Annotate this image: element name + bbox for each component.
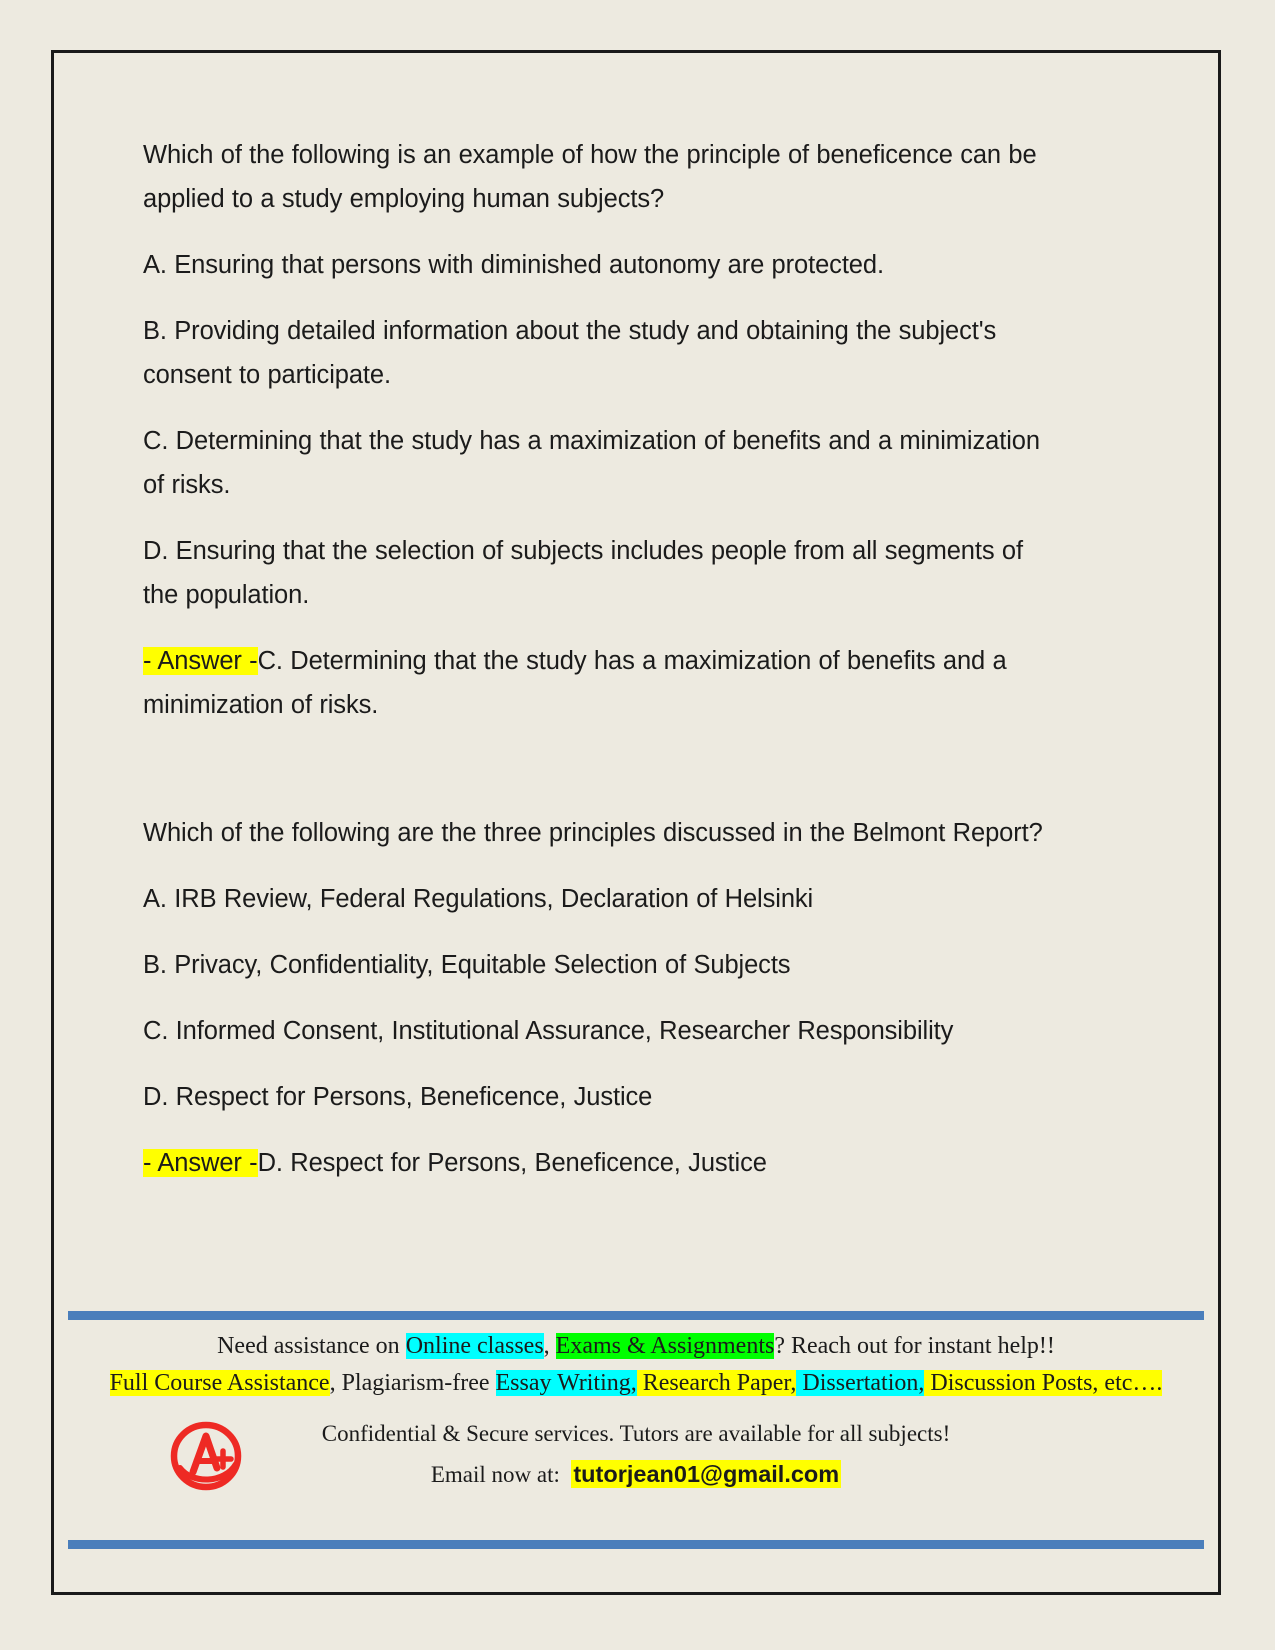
question-1-option-d: D. Ensuring that the selection of subjects includes people from all segments of the population. bbox=[143, 537, 1023, 609]
question-1-answer bbox=[143, 639, 1065, 727]
question-2-option-c: C. Informed Consent, Institutional Assurance, Researcher Responsibility bbox=[143, 1017, 954, 1045]
footer-dissertation: Dissertation, bbox=[796, 1370, 925, 1396]
footer-advert bbox=[54, 1302, 1218, 1592]
section-spacer bbox=[143, 749, 1065, 811]
answer-label-highlight: - Answer - bbox=[143, 647, 258, 675]
footer-exams-assignments: Exams & Assignments bbox=[555, 1333, 775, 1359]
question-2-prompt: Which of the following are the three principles discussed in the Belmont Report? bbox=[143, 819, 1043, 847]
footer-line-4 bbox=[54, 1454, 1218, 1495]
footer-line-3: Confidential & Secure services. Tutors are available for all subjects! bbox=[321, 1421, 951, 1446]
footer-line2-part1: , Plagiarism-free bbox=[329, 1370, 496, 1396]
footer-line1-part3: ? Reach out for instant help!! bbox=[774, 1333, 1055, 1359]
question-1-option-c: C. Determining that the study has a maximization of benefits and a minimization of risks. bbox=[143, 427, 1040, 499]
question-2-option-b: B. Privacy, Confidentiality, Equitable Selection of Subjects bbox=[143, 951, 791, 979]
footer-contact-lines bbox=[54, 1414, 1218, 1495]
footer-essay-writing: Essay Writing, bbox=[495, 1370, 637, 1396]
question-2-option-a: A. IRB Review, Federal Regulations, Declaration of Helsinki bbox=[143, 885, 814, 913]
document-body bbox=[143, 133, 1065, 1207]
document-page bbox=[51, 50, 1221, 1595]
footer-discussion-posts: Discussion Posts, etc…. bbox=[924, 1370, 1163, 1396]
question-1-option-b: B. Providing detailed information about the study and obtaining the subject's consent to participate. bbox=[143, 317, 997, 389]
footer-service-lines bbox=[54, 1328, 1218, 1402]
email-now-at-label: Email now at: bbox=[430, 1462, 560, 1487]
footer-full-course-assistance: Full Course Assistance bbox=[109, 1370, 330, 1396]
tutor-email-address[interactable]: tutorjean01@gmail.com bbox=[573, 1461, 840, 1487]
footer-line-1 bbox=[54, 1328, 1218, 1365]
answer-label-highlight: - Answer - bbox=[143, 1149, 258, 1177]
footer-rule-top bbox=[68, 1311, 1204, 1320]
footer-line1-part2: , bbox=[543, 1333, 556, 1359]
footer-line-2 bbox=[54, 1365, 1218, 1402]
footer-research-paper: Research Paper, bbox=[636, 1370, 797, 1396]
question-2-option-d: D. Respect for Persons, Beneficence, Justice bbox=[143, 1083, 653, 1111]
question-2-answer-text: D. Respect for Persons, Beneficence, Justice bbox=[257, 1149, 767, 1177]
question-2-answer bbox=[143, 1141, 1065, 1185]
footer-online-classes: Online classes bbox=[405, 1333, 544, 1359]
footer-rule-bottom bbox=[68, 1540, 1204, 1549]
question-1-option-a: A. Ensuring that persons with diminished autonomy are protected. bbox=[143, 251, 884, 279]
question-1-answer-text: C. Determining that the study has a maximization of benefits and a minimization of risks. bbox=[143, 647, 1007, 719]
question-1-prompt: Which of the following is an example of how the principle of beneficence can be applied to a study employing human subjects? bbox=[143, 141, 1037, 213]
footer-line1-part1: Need assistance on bbox=[217, 1333, 406, 1359]
